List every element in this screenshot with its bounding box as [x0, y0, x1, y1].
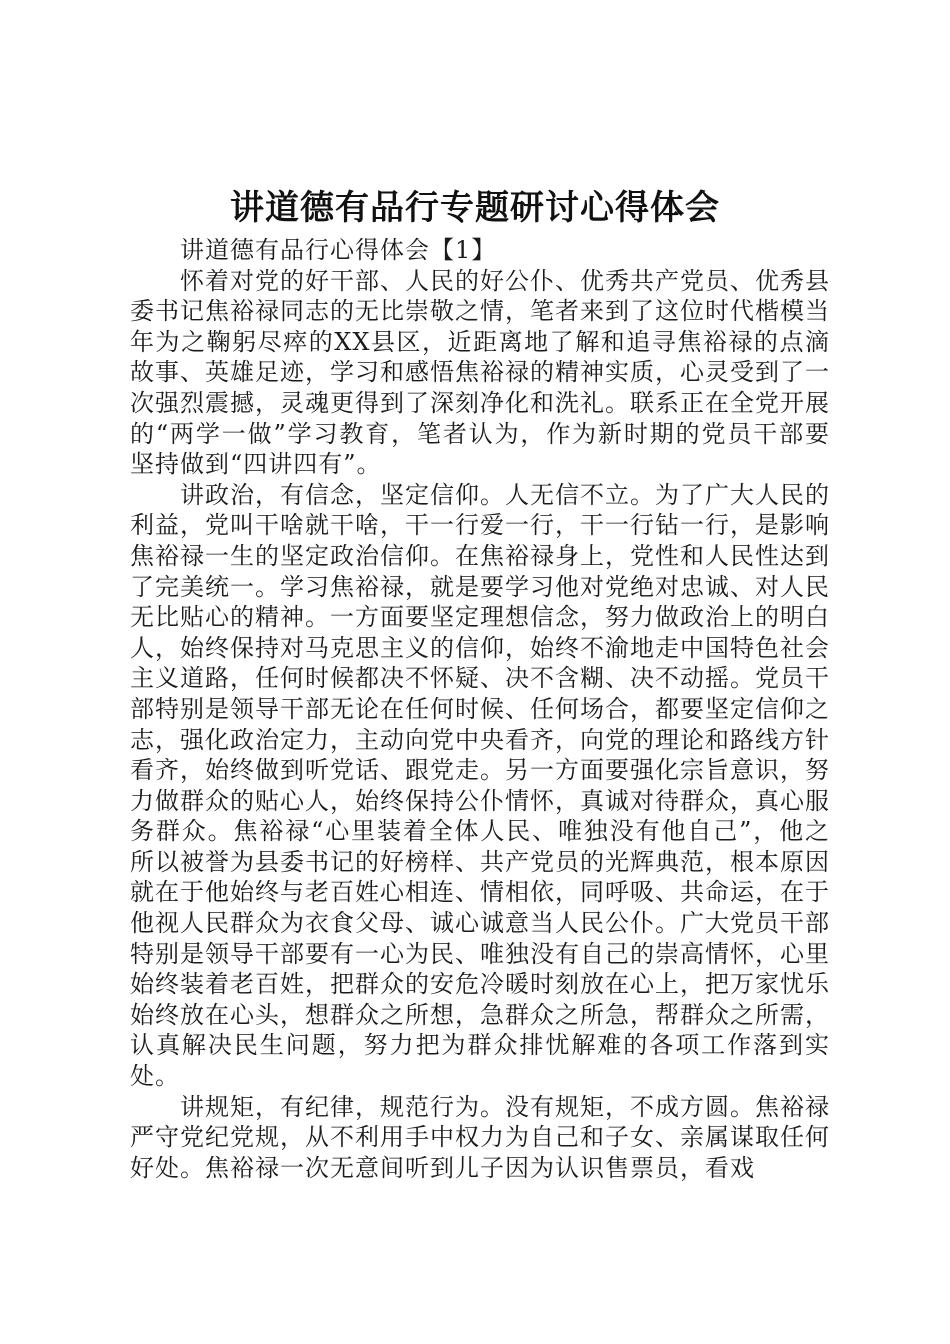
section-heading: 讲道德有品行心得体会【1】 [180, 236, 497, 264]
paragraph-politics: 讲政治，有信念，坚定信仰。人无信不立。为了广大人民的利益，党叫干啥就干啥，干一行爱一行，干一行钻一行，是影响焦裕禄一生的坚定政治信仰。在焦裕禄身上，党性和人民性达到了完美统一。学习焦裕禄，就是要学习他对党绝对忠诚、对人民无比贴心的精神。一方面要坚定理想信念，努力做政治上的明白人，始终保持对马克思主义的信仰，始终不渝地走中国特色社会主义道路，任何时候都决不怀疑、决不含糊、决不动摇。党员干部特别是领导干部无论在任何时候、任何场合，都要坚定信仰之志，强化政治定力，主动向党中央看齐，向党的理论和路线方针看齐，始终做到听党话、跟党走。另一方面要强化宗旨意识，努力做群众的贴心人，始终保持公仆情怀，真诚对待群众，真心服务群众。焦裕禄“心里装着全体人民、唯独没有他自己”，他之所以被誉为县委书记的好榜样、共产党员的光辉典范，根本原因就在于他始终与老百姓心相连、情相依，同呼吸、共命运，在于他视人民群众为衣食父母、诚心诚意当人民公仆。广大党员干部特别是领导干部要有一心为民、唯独没有自己的崇高情怀，心里始终装着老百姓，把群众的安危冷暖时刻放在心上，把万家忧乐始终放在心头，想群众之所想，急群众之所急，帮群众之所需，认真解决民生问题，努力把为群众排忧解难的各项工作落到实处。 [130, 480, 830, 1091]
document-title: 讲道德有品行专题研讨心得体会 [230, 188, 720, 228]
document-body [130, 235, 830, 1183]
paragraph-rules: 讲规矩，有纪律，规范行为。没有规矩，不成方圆。焦裕禄严守党纪党规，从不利用手中权力为自己和子女、亲属谋取任何好处。焦裕禄一次无意间听到儿子因为认识售票员，看戏 [130, 1092, 830, 1182]
paragraph-intro: 怀着对党的好干部、人民的好公仆、优秀共产党员、优秀县委书记焦裕禄同志的无比崇敬之情，笔者来到了这位时代楷模当年为之鞠躬尽瘁的XX县区，近距离地了解和追寻焦裕禄的点滴故事、英雄足迹，学习和感悟焦裕禄的精神实质，心灵受到了一次强烈震撼，灵魂更得到了深刻净化和洗礼。联系正在全党开展的“两学一做”学习教育，笔者认为，作为新时期的党员干部要坚持做到“四讲四有”。 [130, 266, 830, 479]
